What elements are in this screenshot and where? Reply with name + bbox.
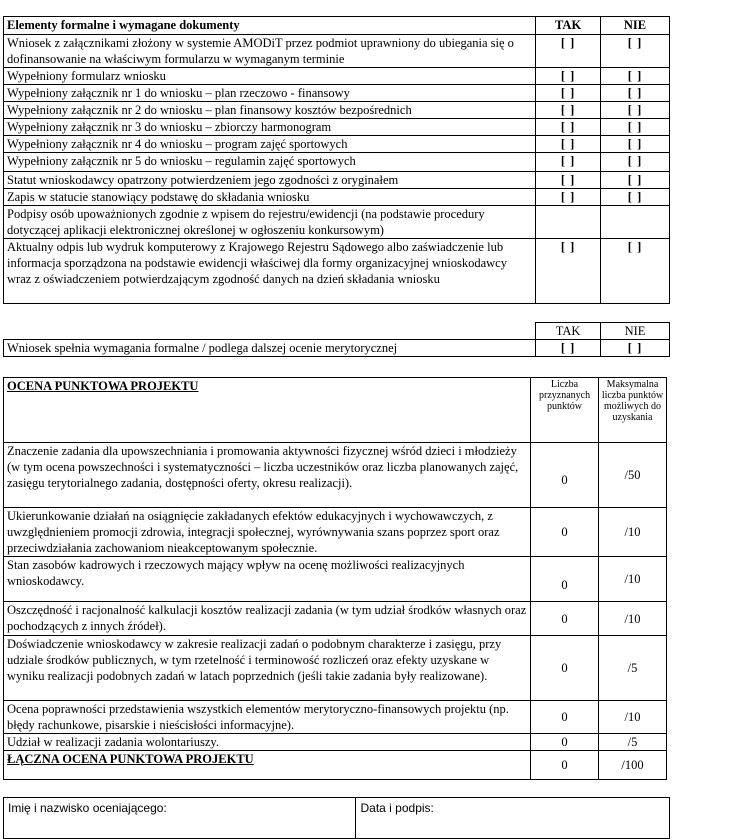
- requirement-text: Wypełniony formularz wniosku: [4, 68, 536, 85]
- scoring-header-row: [4, 378, 667, 443]
- awarded-points[interactable]: 0: [531, 443, 599, 508]
- criterion-text: Doświadczenie wnioskodawcy w zakresie realizacji zadań o podobnym charakterze i zasięgu, przy udziale środków publicznych, w tym rzetelność i terminowość rozliczeń oraz efekty uzyskane w wyniku realizacji podobnych zadań w latach poprzednich (jeśli takie zadania były realizowane).: [4, 636, 531, 701]
- criterion-text: Udział w realizacji zadania wolontariuszy.: [4, 734, 531, 751]
- table-row: [4, 172, 670, 189]
- max-points: /10: [599, 701, 667, 734]
- yes-checkbox[interactable]: [536, 206, 601, 239]
- table-row: [4, 35, 670, 68]
- awarded-points[interactable]: 0: [531, 508, 599, 557]
- table-row: [4, 734, 667, 751]
- table-row: [4, 701, 667, 734]
- yes-checkbox[interactable]: [ ]: [536, 102, 601, 119]
- no-checkbox[interactable]: [ ]: [601, 119, 670, 136]
- formal-summary-table: [3, 322, 670, 357]
- max-points: /10: [599, 508, 667, 557]
- requirement-text: Aktualny odpis lub wydruk komputerowy z Krajowego Rejestru Sądowego albo zaświadczenie lub informacja sporządzona na podstawie ewidencji właściwej dla formy organizacyjnej wnioskodawcy wraz z oświadczeniem potwierdzającym zgodność danych na dzień składania wniosku: [4, 239, 536, 304]
- requirement-text: Statut wnioskodawcy opatrzony potwierdzeniem jego zgodności z oryginałem: [4, 172, 536, 189]
- awarded-points[interactable]: 0: [531, 636, 599, 701]
- formal-header-yes: TAK: [536, 17, 601, 35]
- yes-checkbox[interactable]: [ ]: [536, 35, 601, 68]
- awarded-points[interactable]: 0: [531, 557, 599, 602]
- requirement-text: Zapis w statucie stanowiący podstawę do składania wniosku: [4, 189, 536, 206]
- yes-checkbox[interactable]: [ ]: [536, 340, 601, 357]
- max-column-header: Maksymalna liczba punktów możliwych do uzyskania: [599, 378, 667, 443]
- yes-checkbox[interactable]: [ ]: [536, 239, 601, 304]
- requirement-text: Podpisy osób upoważnionych zgodnie z wpisem do rejestru/ewidencji (na podstawie procedury dotyczącej aplikacji elektronicznej określonej w ogłoszeniu konkursowym): [4, 206, 536, 239]
- awarded-points[interactable]: 0: [531, 734, 599, 751]
- no-checkbox[interactable]: [ ]: [601, 102, 670, 119]
- table-row: [4, 602, 667, 636]
- criterion-text: Stan zasobów kadrowych i rzeczowych mający wpływ na ocenę możliwości realizacyjnych wnioskodawcy.: [4, 557, 531, 602]
- no-checkbox[interactable]: [601, 206, 670, 239]
- table-row: [4, 189, 670, 206]
- no-checkbox[interactable]: [ ]: [601, 189, 670, 206]
- summary-header-yes: TAK: [536, 323, 601, 340]
- no-checkbox[interactable]: [ ]: [601, 340, 670, 357]
- signature-table: [3, 797, 670, 839]
- table-row: [4, 68, 670, 85]
- no-checkbox[interactable]: [ ]: [601, 85, 670, 102]
- awarded-points[interactable]: 0: [531, 602, 599, 636]
- no-checkbox[interactable]: [ ]: [601, 136, 670, 153]
- max-points: /5: [599, 636, 667, 701]
- table-row: [4, 508, 667, 557]
- max-points: /5: [599, 734, 667, 751]
- table-row: [4, 85, 670, 102]
- total-row: [4, 751, 667, 780]
- yes-checkbox[interactable]: [ ]: [536, 189, 601, 206]
- criterion-text: Oszczędność i racjonalność kalkulacji kosztów realizacji zadania (w tym udział środków własnych oraz pochodzących z innych źródeł).: [4, 602, 531, 636]
- table-row: [4, 557, 667, 602]
- requirement-text: Wniosek z załącznikami złożony w systemie AMODiT przez podmiot uprawniony do ubiegania się o dofinansowanie na właściwym formularzu w wymaganym terminie: [4, 35, 536, 68]
- table-row: [4, 119, 670, 136]
- no-checkbox[interactable]: [ ]: [601, 68, 670, 85]
- yes-checkbox[interactable]: [ ]: [536, 172, 601, 189]
- summary-header-row: [4, 323, 670, 340]
- requirement-text: Wypełniony załącznik nr 4 do wniosku – program zajęć sportowych: [4, 136, 536, 153]
- yes-checkbox[interactable]: [ ]: [536, 136, 601, 153]
- table-row: [4, 136, 670, 153]
- formal-requirements-table: [3, 16, 670, 304]
- table-row: [4, 153, 670, 172]
- summary-text: Wniosek spełnia wymagania formalne / podlega dalszej ocenie merytorycznej: [4, 340, 536, 357]
- table-row: [4, 239, 670, 304]
- summary-header-no: NIE: [601, 323, 670, 340]
- yes-checkbox[interactable]: [ ]: [536, 85, 601, 102]
- scoring-table: [3, 377, 667, 780]
- no-checkbox[interactable]: [ ]: [601, 153, 670, 172]
- table-row: [4, 206, 670, 239]
- summary-header-blank: [4, 323, 536, 340]
- requirement-text: Wypełniony załącznik nr 5 do wniosku – regulamin zajęć sportowych: [4, 153, 536, 172]
- criterion-text: Ocena poprawności przedstawienia wszystkich elementów merytoryczno-finansowych projektu (np. błędy rachunkowe, pisarskie i nieścisłości informacyjne).: [4, 701, 531, 734]
- evaluator-name-field[interactable]: Imię i nazwisko oceniającego:: [4, 798, 356, 839]
- formal-table-header: [4, 17, 670, 35]
- total-max-points: /100: [599, 751, 667, 780]
- scoring-title: OCENA PUNKTOWA PROJEKTU: [4, 378, 531, 443]
- yes-checkbox[interactable]: [ ]: [536, 153, 601, 172]
- max-points: /10: [599, 602, 667, 636]
- no-checkbox[interactable]: [ ]: [601, 239, 670, 304]
- requirement-text: Wypełniony załącznik nr 3 do wniosku – zbiorczy harmonogram: [4, 119, 536, 136]
- max-points: /50: [599, 443, 667, 508]
- table-row: [4, 443, 667, 508]
- date-signature-field[interactable]: Data i podpis:: [356, 798, 670, 839]
- max-points: /10: [599, 557, 667, 602]
- total-awarded-points: 0: [531, 751, 599, 780]
- criterion-text: Znaczenie zadania dla upowszechniania i promowania aktywności fizycznej wśród dzieci i młodzieży (w tym ocena powszechności i systematyczności – liczba uczestników oraz liczba planowanych zajęć, zasięgu terytorialnego zadania, dostępności oferty, okresu realizacji).: [4, 443, 531, 508]
- table-row: [4, 340, 670, 357]
- formal-header-label: Elementy formalne i wymagane dokumenty: [4, 17, 536, 35]
- awarded-column-header: Liczba przyznanych punktów: [531, 378, 599, 443]
- table-row: [4, 636, 667, 701]
- awarded-points[interactable]: 0: [531, 701, 599, 734]
- table-row: [4, 102, 670, 119]
- total-label: ŁĄCZNA OCENA PUNKTOWA PROJEKTU: [4, 751, 531, 780]
- no-checkbox[interactable]: [ ]: [601, 172, 670, 189]
- yes-checkbox[interactable]: [ ]: [536, 68, 601, 85]
- yes-checkbox[interactable]: [ ]: [536, 119, 601, 136]
- requirement-text: Wypełniony załącznik nr 2 do wniosku – plan finansowy kosztów bezpośrednich: [4, 102, 536, 119]
- no-checkbox[interactable]: [ ]: [601, 35, 670, 68]
- requirement-text: Wypełniony załącznik nr 1 do wniosku – plan rzeczowo - finansowy: [4, 85, 536, 102]
- formal-header-no: NIE: [601, 17, 670, 35]
- signature-row: [4, 798, 670, 839]
- criterion-text: Ukierunkowanie działań na osiągnięcie zakładanych efektów edukacyjnych i wychowawczych, z uwzględnieniem promocji zdrowia, integracji społecznej, wyrównywania szans poprzez sport oraz przeciwdziałania zachowaniom nieakceptowanym społecznie.: [4, 508, 531, 557]
